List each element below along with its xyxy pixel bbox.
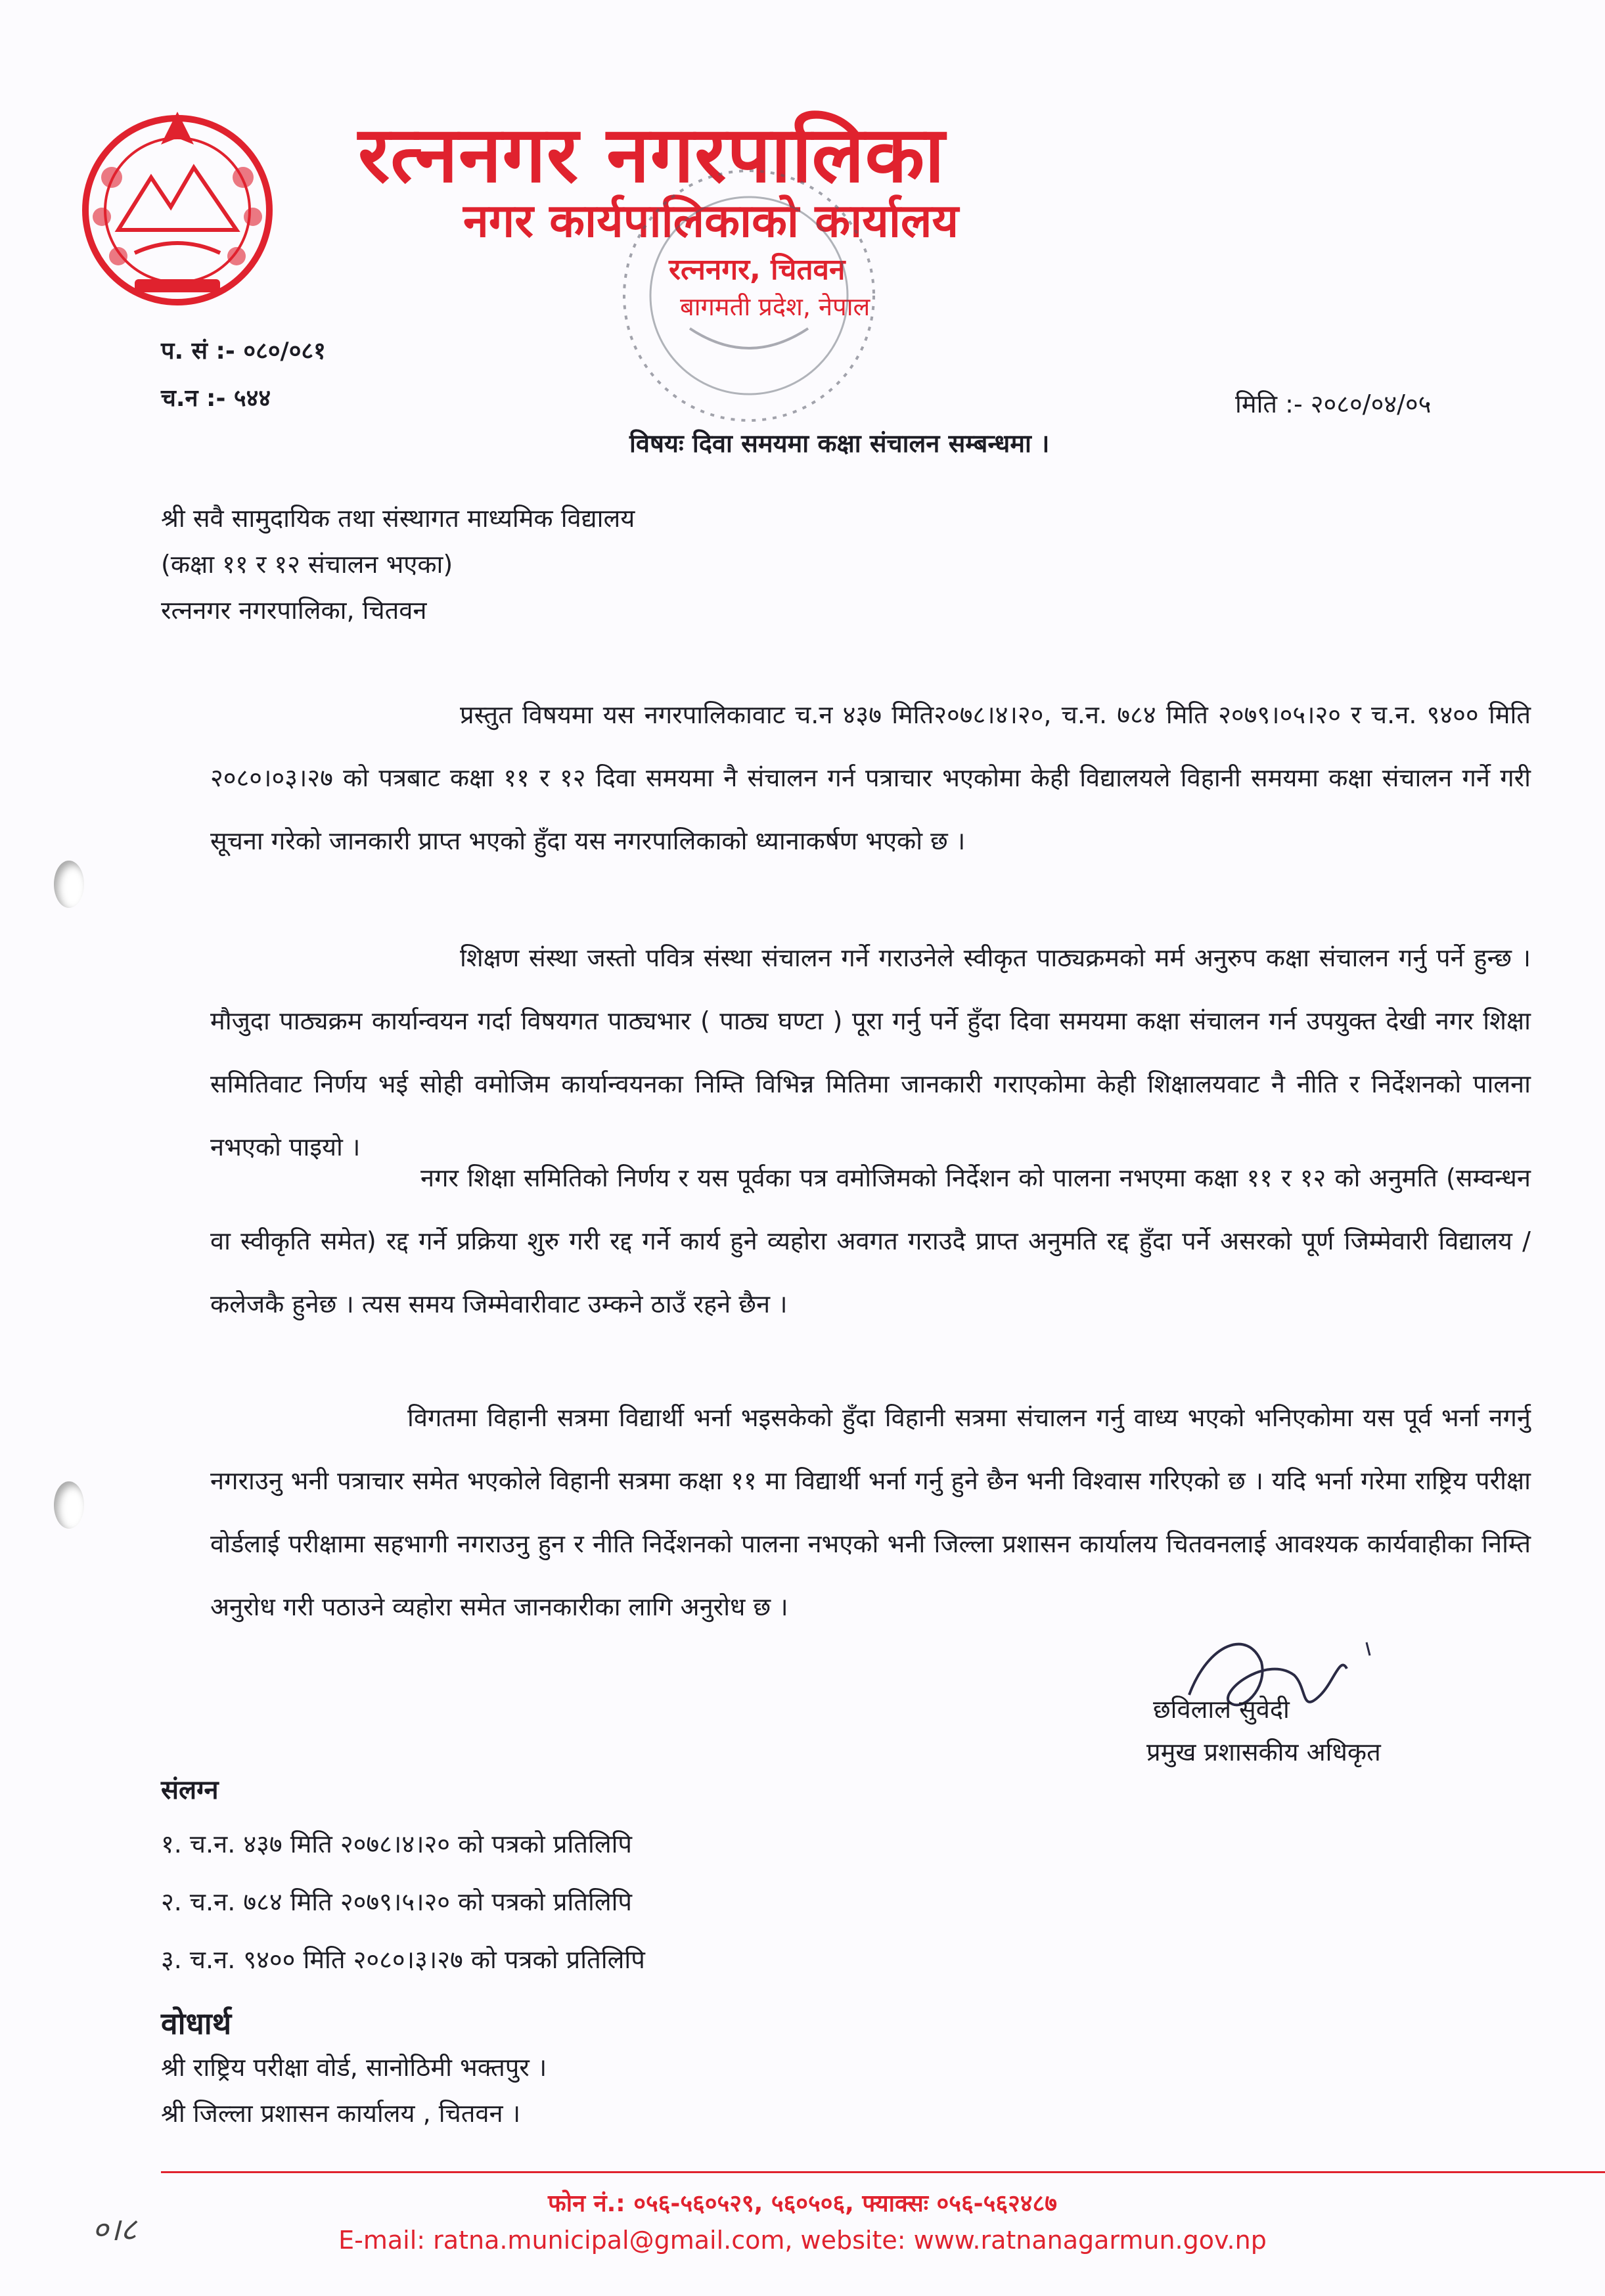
body-paragraph-2: शिक्षण संस्था जस्तो पवित्र संस्था संचालन गर्ने गराउनेले स्वीकृत पाठ्यक्रमको मर्म अनुरुप कक्षा संचालन गर्नु पर्ने हुन्छ । मौजुदा पाठ्यक्रम कार्यान्वयन गर्दा विषयगत पाठ्यभार ( पाठ्य घण्टा ) पूरा गर्नु पर्ने हुँदा दिवा समयमा कक्षा संचालन गर्न उपयुक्त देखी नगर शिक्षा समितिवाट निर्णय भई सोही वमोजिम कार्यान्वयनका निम्ति विभिन्न मितिमा जानकारी गराएकोमा केही शिक्षालयवाट नै नीति र निर्देशनको पालना नभएको पाइयो ।: [210, 943, 1531, 1161]
body-paragraph-1: प्रस्तुत विषयमा यस नगरपालिकावाट च.न ४३७ मिति२०७८।४।२०, च.न. ७८४ मिति २०७९।०५।२० र च.न. ९४०० मिति २०८०।०३।२७ को पत्रबाट कक्षा ११ र १२ दिवा समयमा नै संचालन गर्न पत्राचार भएकोमा केही विद्यालयले विहानी समयमा कक्षा संचालन गर्ने गरी सूचना गरेको जानकारी प्राप्त भएको हुँदा यस नगरपालिकाको ध्यानाकर्षण भएको छ ।: [210, 700, 1531, 855]
punch-hole: [54, 861, 84, 908]
government-emblem-icon: [72, 99, 283, 309]
organization-title: रत्ननगर नगरपालिका: [358, 109, 945, 200]
enclosures-heading: संलग्न: [161, 1775, 219, 1805]
punch-hole: [54, 1481, 84, 1529]
office-address-city: रत्ननगर, चितवन: [669, 253, 846, 286]
signatory-name: छविलाल सुवेदी: [1153, 1695, 1290, 1724]
office-stamp-icon: [611, 158, 887, 434]
enclosure-item-2: २. च.न. ७८४ मिति २०७९।५।२० को पत्रको प्रतिलिपि: [161, 1887, 633, 1916]
footer-phone-fax: फोन नं.: ०५६-५६०५२९, ५६०५०६, फ्याक्सः ०५६-५६२४८७: [548, 2190, 1057, 2217]
letter-date: मिति :- २०८०/०४/०५: [1235, 390, 1432, 418]
body-paragraph-3: नगर शिक्षा समितिको निर्णय र यस पूर्वका पत्र वमोजिमको निर्देशन को पालना नभएमा कक्षा ११ र १२ को अनुमति (सम्वन्धन वा स्वीकृति समेत) रद्द गर्ने प्रक्रिया शुरु गरी रद्द गर्ने कार्य हुने व्यहोरा अवगत गराउदै प्राप्त अनुमति रद्द हुँदा पर्ने असरको पूर्ण जिम्मेवारी विद्यालय / कलेजकै हुनेछ । त्यस समय जिम्मेवारीवाट उम्कने ठाउँ रहने छैन ।: [210, 1163, 1531, 1318]
office-address-province: बागमती प्रदेश, नेपाल: [680, 292, 870, 321]
handwritten-page-mark: ०।८: [92, 2211, 137, 2248]
enclosure-item-1: १. च.न. ४३७ मिति २०७८।४।२० को पत्रको प्रतिलिपि: [161, 1830, 633, 1858]
footer-email-website: E-mail: ratna.municipal@gmail.com, website: www.ratnanagarmun.gov.np: [338, 2226, 1267, 2255]
body-paragraph-4: विगतमा विहानी सत्रमा विद्यार्थी भर्ना भइसकेको हुँदा विहानी सत्रमा संचालन गर्नु वाध्य भएको भनिएकोमा यस पूर्व भर्ना नगर्नु नगराउनु भनी पत्राचार समेत भएकोले विहानी सत्रमा कक्षा ११ मा विद्यार्थी भर्ना गर्नु हुने छैन भनी विश्वास गरिएको छ । यदि भर्ना गरेमा राष्ट्रिय परीक्षा वोर्डलाई परीक्षामा सहभागी नगराउनु हुन र नीति निर्देशनको पालना नभएको भनी जिल्ला प्रशासन कार्यालय चितवनलाई आवश्यक कार्यवाहीका निम्ति अनुरोध गरी पठाउने व्यहोरा समेत जानकारीका लागि अनुरोध छ ।: [210, 1403, 1531, 1621]
enclosure-item-3: ३. च.न. ९४०० मिति २०८०।३।२७ को पत्रको प्रतिलिपि: [161, 1945, 645, 1974]
reference-number: प. सं :- ०८०/०८१: [161, 338, 326, 365]
cc-heading: वोधार्थ: [161, 2006, 232, 2041]
cc-item-1: श्री राष्ट्रिय परीक्षा वोर्ड, सानोठिमी भक्तपुर ।: [161, 2053, 547, 2082]
footer-divider: [161, 2171, 1605, 2173]
dispatch-number: च.न :- ५४४: [161, 385, 271, 412]
cc-item-2: श्री जिल्ला प्रशासन कार्यालय , चितवन ।: [161, 2099, 521, 2128]
recipient-line-2: (कक्षा ११ र १२ संचालन भएका): [161, 550, 453, 579]
recipient-line-1: श्री सवै सामुदायिक तथा संस्थागत माध्यमिक विद्यालय: [161, 504, 635, 533]
signatory-title: प्रमुख प्रशासकीय अधिकृत: [1146, 1738, 1381, 1767]
office-name: नगर कार्यपालिकाको कार्यालय: [463, 194, 959, 248]
recipient-line-3: रत्ननगर नगरपालिका, चितवन: [161, 596, 427, 625]
subject-line: विषयः दिवा समयमा कक्षा संचालन सम्बन्धमा ।: [629, 429, 1050, 458]
